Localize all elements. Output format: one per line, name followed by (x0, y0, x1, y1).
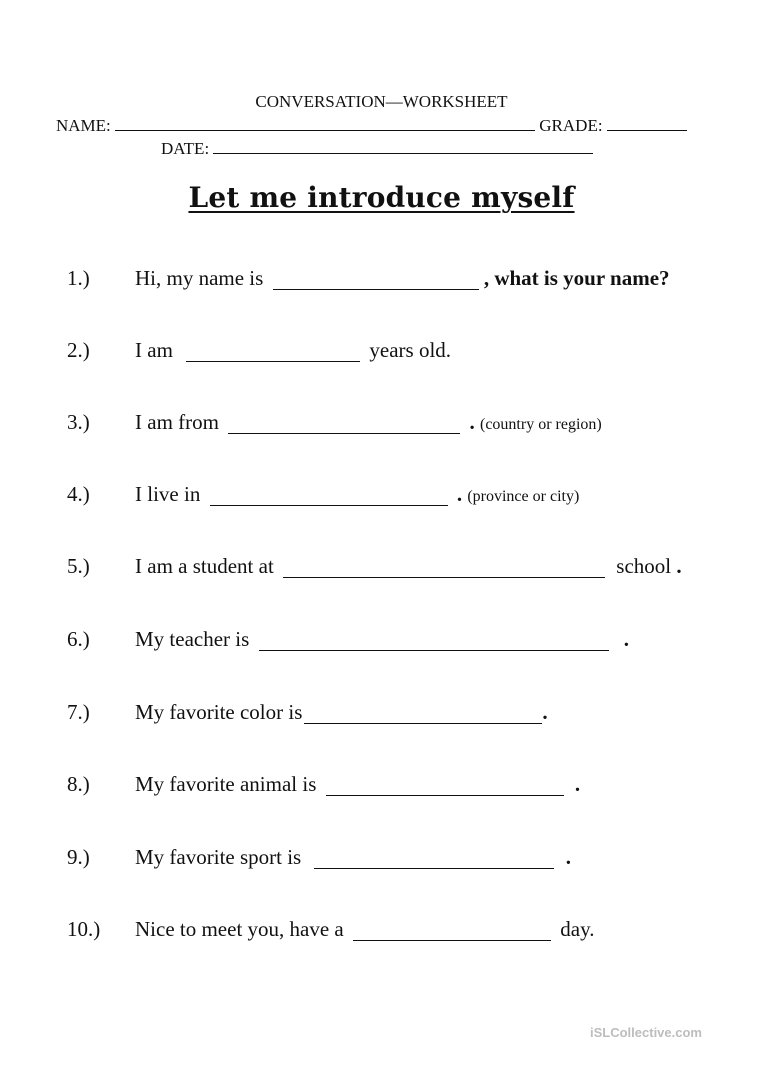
question-number: 2.) (67, 338, 90, 362)
question-text: I am (135, 338, 173, 362)
question-text: Hi, my name is (135, 266, 264, 290)
question-6 (0, 624, 763, 654)
question-number: 8.) (67, 772, 90, 796)
answer-blank[interactable] (228, 413, 460, 434)
question-number: 7.) (67, 700, 90, 724)
question-text: My teacher is (135, 627, 250, 651)
question-text: My favorite sport is (135, 845, 302, 869)
question-number: 3.) (67, 410, 90, 434)
question-note: (country or region) (479, 416, 602, 433)
page-title: Let me introduce myself (188, 181, 575, 214)
answer-blank[interactable] (210, 485, 448, 506)
watermark: iSLCollective.com (590, 1025, 702, 1040)
question-4 (0, 479, 763, 509)
answer-blank[interactable] (283, 557, 605, 578)
question-text: My favorite animal is (135, 772, 317, 796)
answer-blank[interactable] (326, 775, 564, 796)
grade-blank[interactable] (607, 130, 687, 131)
worksheet-title: CONVERSATION—WORKSHEET (255, 92, 508, 111)
question-text-after: . (574, 772, 581, 796)
name-blank[interactable] (115, 130, 535, 131)
question-number: 6.) (67, 627, 90, 651)
question-text-after: . (456, 482, 463, 506)
answer-blank[interactable] (186, 341, 360, 362)
question-period: . (676, 554, 682, 578)
question-1 (0, 263, 763, 293)
question-text-after: . (469, 410, 475, 434)
question-number: 1.) (67, 266, 90, 290)
grade-label: GRADE: (539, 116, 603, 135)
question-text: I am a student at (135, 554, 274, 578)
question-text-after: years old. (369, 338, 452, 362)
question-7 (0, 697, 763, 727)
question-text: Nice to meet you, have a (135, 917, 344, 941)
question-number: 4.) (67, 482, 90, 506)
question-text-after: . (542, 700, 548, 724)
answer-blank[interactable] (273, 269, 479, 290)
date-blank[interactable] (213, 153, 593, 154)
question-text-after: day. (560, 917, 595, 941)
question-number: 10.) (67, 917, 101, 941)
date-row (161, 139, 593, 159)
question-note: (province or city) (467, 488, 580, 505)
question-text-after: , what is your name? (483, 266, 670, 290)
date-label: DATE: (161, 139, 210, 158)
question-10 (0, 914, 763, 944)
question-text-after: school (616, 554, 672, 578)
answer-blank[interactable] (304, 703, 542, 724)
name-row (56, 116, 687, 136)
answer-blank[interactable] (259, 630, 609, 651)
question-5 (0, 551, 763, 581)
question-8 (0, 769, 763, 799)
question-2 (0, 335, 763, 365)
question-number: 9.) (67, 845, 90, 869)
question-text-after: . (565, 845, 571, 869)
question-text: I am from (135, 410, 219, 434)
name-label: NAME: (56, 116, 111, 135)
question-9 (0, 842, 763, 872)
answer-blank[interactable] (353, 920, 551, 941)
question-number: 5.) (67, 554, 90, 578)
question-3 (0, 407, 763, 437)
question-text: My favorite color is (135, 700, 303, 724)
question-text: I live in (135, 482, 201, 506)
question-text-after: . (623, 627, 630, 651)
answer-blank[interactable] (314, 848, 554, 869)
